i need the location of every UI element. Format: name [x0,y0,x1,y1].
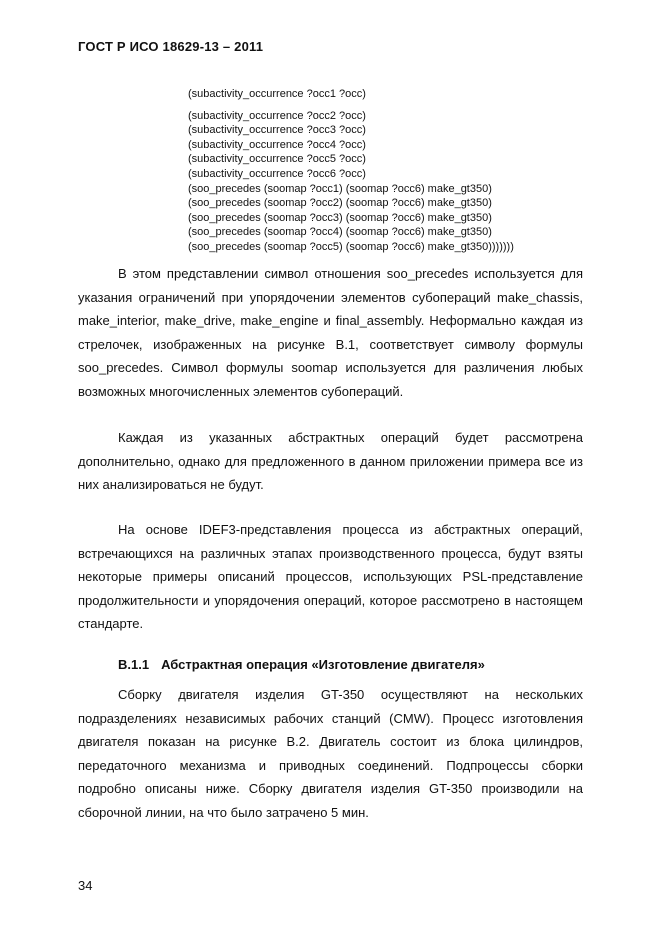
code-line: (subactivity_occurrence ?occ6 ?occ) [188,167,366,180]
code-line: (subactivity_occurrence ?occ2 ?occ) [188,109,366,122]
section-title: Абстрактная операция «Изготовление двигателя» [161,657,485,672]
page-header: ГОСТ Р ИСО 18629-13 – 2011 [78,39,264,54]
body-paragraph: В этом представлении символ отношения soo_precedes используется для указания ограничений при упорядочении элементов субопераций make_chassis, make_interior, make_drive, make_engine и final_assembly. Неформально каждая из стрелочек, изображенных на рисунке В.1, соответствует символу формулы soo_precedes. Символ формулы soomap используется для различения любых возможных многочисленных элементов субопераций. [78,266,583,399]
code-line: (soo_precedes (soomap ?occ5) (soomap ?occ6) make_gt350))))))) [188,240,514,253]
code-line: (soo_precedes (soomap ?occ1) (soomap ?occ6) make_gt350) [188,182,492,195]
code-line: (subactivity_occurrence ?occ5 ?occ) [188,153,366,166]
code-line: (soo_precedes (soomap ?occ4) (soomap ?occ6) make_gt350) [188,226,492,239]
code-line: (subactivity_occurrence ?occ4 ?occ) [188,138,366,151]
code-line: (soo_precedes (soomap ?occ2) (soomap ?occ6) make_gt350) [188,197,492,210]
body-paragraph: На основе IDEF3-представления процесса из абстрактных операций, встречающихся на различных этапах производственного процесса, будут взяты некоторые примеры описаний процессов, использующих PSL-представление продолжительности и упорядочения операций, которое рассмотрено в настоящем стандарте. [78,522,583,632]
body-paragraph: Каждая из указанных абстрактных операций будет рассмотрена дополнительно, однако для предложенного в данном приложении примера все из них анализироваться не будут. [78,430,583,493]
section-heading [118,657,485,672]
section-paragraph: Сборку двигателя изделия GT-350 осуществляют на нескольких подразделениях независимых рабочих станций (CMW). Процесс изготовления двигателя показан на рисунке В.2. Двигатель состоит из блока цилиндров, передаточного механизма и приводных соединений. Подпроцессы сборки подробно описаны ниже. Сборку двигателя изделия GT-350 производили на сборочной линии, на что было затрачено 5 мин. [78,687,583,820]
page-number: 34 [78,878,93,893]
section-number: B.1.1 [118,657,150,672]
code-line: (soo_precedes (soomap ?occ3) (soomap ?occ6) make_gt350) [188,211,492,224]
code-block [188,87,514,255]
code-line: (subactivity_occurrence ?occ3 ?occ) [188,124,366,137]
code-line: (subactivity_occurrence ?occ1 ?occ) [188,88,366,100]
